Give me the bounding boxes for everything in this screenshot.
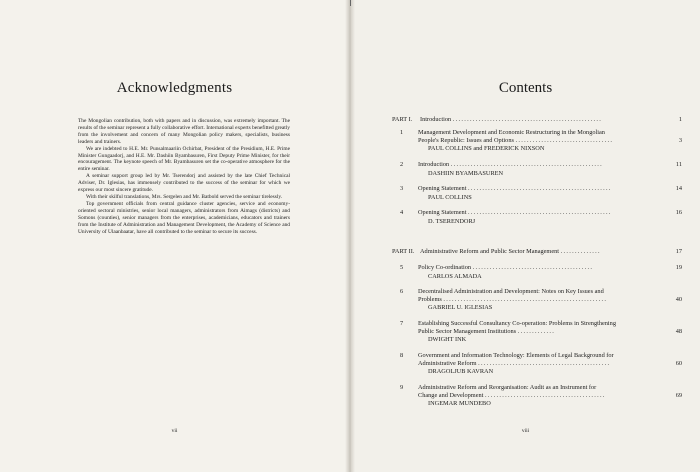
page-number: 60	[675, 360, 682, 367]
entry-number: 3	[400, 185, 404, 192]
entry-number: 9	[400, 384, 404, 391]
page-number: 69	[675, 392, 682, 399]
page-number: 11	[675, 161, 682, 168]
part-title: Administrative Reform and Public Sector Management ..............	[420, 248, 601, 255]
entry-author: DWIGHT INK	[428, 336, 467, 343]
page-number: 14	[675, 185, 682, 192]
contents-heading: Contents	[498, 80, 553, 96]
left-page	[0, 0, 349, 472]
page-number: 3	[678, 137, 682, 144]
entry-title: Establishing Successful Consultancy Co-operation: Problems in Strengthening Public Sector Management Institutions .............	[418, 320, 616, 335]
page-number: 40	[675, 296, 682, 303]
page-number: 19	[675, 264, 682, 271]
toc-part-2[interactable]	[392, 248, 682, 257]
ack-paragraph: Top government officials from central guidance cluster agencies, service and economy-oriented sectoral ministries, senior local managers, administrators from Aimags (districts) and Somons (counties), senior managers from the enterprises, academicians, educators and trainers from the Institute of Administration and Management Development, the Academy of Science and University of Ulaanbaatar, have all contributed to the seminar to secure its success.	[78, 200, 290, 235]
toc-part-1[interactable]	[392, 116, 682, 125]
entry-title: Decentralised Administration and Development: Notes on Key Issues and Problems .........................................................	[418, 288, 608, 303]
ack-paragraph: With their skilful translations, Mrs. Sergelen and Mr. Batbold served the seminar tirelessly.	[86, 193, 283, 200]
ack-paragraph: We are indebted to H.E. Mr. Punsalmaariin Ochirbat, President of the Presidium, H.E. Prime Minister Gungaadorj, and H.E. Mr. Dashiin Byambasuren, First Deputy Prime Minister, for their encouragement. The keynote speech of Mr. Byambasuren set the co-operative atmosphere for the entire seminar.	[78, 145, 290, 173]
entry-author: PAUL COLLINS	[428, 194, 472, 201]
book-gutter	[345, 0, 355, 472]
acknowledgments-heading: Acknowledgments	[116, 80, 233, 96]
entry-author: D. TSERENDORJ	[428, 218, 476, 225]
entry-number: 7	[400, 320, 404, 327]
left-page-number: vii	[171, 428, 178, 434]
entry-title: Administrative Reform and Reorganisation: Audit as an Instrument for Change and Development ..........................................	[418, 384, 606, 399]
entry-title: Management Development and Economic Restructuring in the Mongolian People's Republic: Issues and Options ..................................	[418, 129, 614, 144]
entry-number: 6	[400, 288, 404, 295]
entry-number: 5	[400, 264, 404, 271]
page-number: 16	[675, 209, 682, 216]
acknowledgments-body	[78, 118, 290, 235]
entry-author: PAUL COLLINS and FREDERICK NIXSON	[428, 145, 545, 152]
entry-number: 2	[400, 161, 404, 168]
entry-number: 8	[400, 352, 404, 359]
entry-author: DASHIIN BYAMBASUREN	[428, 170, 504, 177]
entry-number: 4	[400, 209, 404, 216]
page-number: 48	[675, 328, 682, 335]
page-number: 1	[678, 116, 682, 123]
top-binding-mark	[350, 0, 351, 6]
right-page-number: viii	[521, 428, 530, 434]
part-label: PART II.	[392, 248, 415, 255]
entry-title: Introduction .....................................................	[418, 161, 604, 168]
page-number: 17	[675, 248, 682, 255]
entry-title: Opening Statement ..................................................	[418, 209, 612, 216]
entry-title: Opening Statement ..................................................	[418, 185, 612, 192]
entry-number: 1	[400, 129, 404, 136]
entry-author: INGEMAR MUNDEBO	[428, 400, 491, 407]
ack-paragraph: A seminar support group led by Mr. Tserendorj and assisted by the late Chief Technical Adviser, Dr. Iglesias, has immensely contributed to the success of the seminar for which we express our most sincere gratitude.	[78, 173, 290, 194]
part-title: Introduction ....................................................	[420, 116, 603, 123]
entry-title: Government and Information Technology: Elements of Legal Background for Administrative Reform ..............................................	[418, 352, 614, 367]
right-page	[351, 0, 700, 472]
ack-paragraph: The Mongolian contribution, both with papers and in discussion, was extremely important. The results of the seminar represent a fully collaborative effort. International experts benefitted greatly from the involvement and concern of many Mongolian policy makers, specialists, business leaders and trainers.	[78, 118, 290, 145]
entry-title: Policy Co-ordination ..........................................	[418, 264, 594, 271]
entry-author: CARLOS ALMADA	[428, 273, 482, 280]
entry-author: GABRIEL U. IGLESIAS	[428, 304, 493, 311]
entry-author: DRAGOLJUB KAVRAN	[428, 368, 494, 375]
part-label: PART I.	[392, 116, 413, 123]
